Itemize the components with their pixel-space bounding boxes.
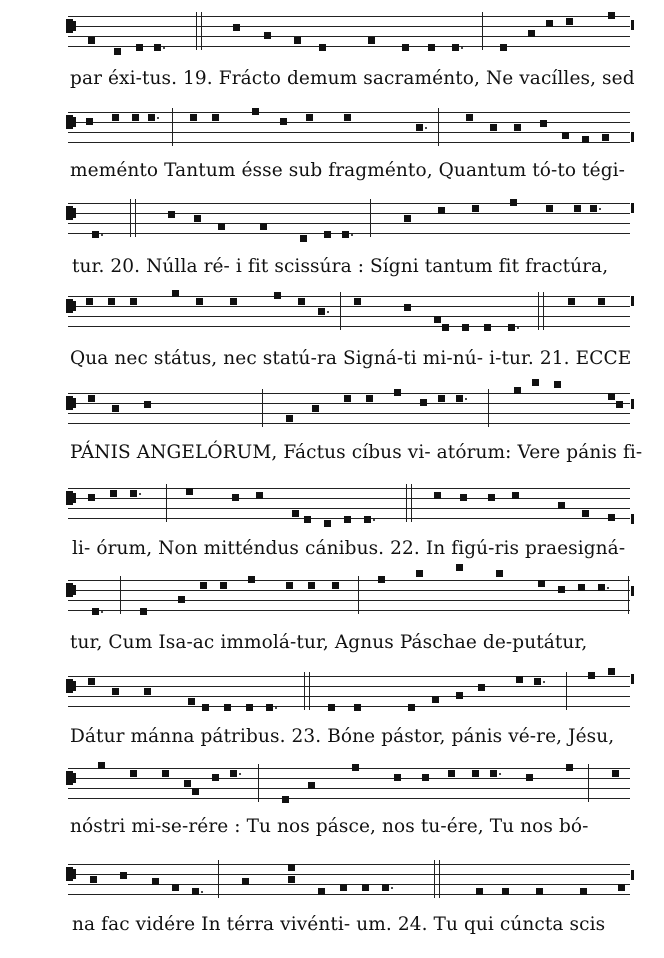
- neume: [200, 582, 207, 589]
- bar-line: [482, 12, 483, 50]
- neume: [402, 44, 409, 51]
- bar-line: [628, 576, 629, 614]
- neume: [260, 223, 267, 230]
- custos-icon: [631, 514, 634, 524]
- neume: [286, 415, 293, 422]
- neume: [233, 24, 240, 31]
- double-bar: [434, 860, 440, 898]
- neume: [242, 878, 249, 885]
- custos-icon: [631, 870, 634, 880]
- staff: [68, 393, 630, 433]
- neume: [342, 231, 349, 238]
- neume: [582, 136, 589, 143]
- neume: [168, 211, 175, 218]
- staff: [68, 768, 630, 808]
- neume: [308, 782, 315, 789]
- neume: [292, 510, 299, 517]
- neume: [416, 570, 423, 577]
- neume: [112, 114, 119, 121]
- neume: [144, 401, 151, 408]
- neume: [252, 108, 259, 115]
- neume: [212, 774, 219, 781]
- neume: [86, 298, 93, 305]
- neume: [112, 405, 119, 412]
- neume: [194, 215, 201, 222]
- neume: [588, 672, 595, 679]
- c-clef-icon: [66, 115, 73, 129]
- neume: [554, 381, 561, 388]
- neume: [456, 692, 463, 699]
- neume: [220, 582, 227, 589]
- neume: [286, 582, 293, 589]
- staff: [68, 676, 630, 716]
- neume: [612, 770, 619, 777]
- neume: [618, 884, 625, 891]
- staff: [68, 203, 630, 243]
- neume: [420, 399, 427, 406]
- neume: [608, 393, 615, 400]
- neume: [352, 764, 359, 771]
- neume: [366, 395, 373, 402]
- neume: [616, 401, 623, 408]
- bar-line: [340, 292, 341, 330]
- neume: [192, 788, 199, 795]
- bar-line: [218, 860, 219, 898]
- double-bar: [406, 484, 412, 522]
- bar-line: [166, 484, 167, 522]
- staff: [68, 864, 630, 904]
- bar-line: [438, 108, 439, 146]
- neume: [382, 884, 389, 891]
- neume: [188, 698, 195, 705]
- neume: [178, 596, 185, 603]
- neume: [598, 298, 605, 305]
- neume: [456, 564, 463, 571]
- neume: [186, 488, 193, 495]
- custos-icon: [631, 674, 634, 684]
- neume: [516, 676, 523, 683]
- neume: [144, 688, 151, 695]
- neume: [528, 30, 535, 37]
- neume: [264, 32, 271, 39]
- neume: [488, 494, 495, 501]
- neume: [332, 582, 339, 589]
- neume: [230, 298, 237, 305]
- neume: [306, 114, 313, 121]
- staff: [68, 112, 630, 152]
- neume: [448, 770, 455, 777]
- c-clef-icon: [66, 206, 73, 220]
- neume: [256, 492, 263, 499]
- neume: [288, 864, 295, 871]
- lyric-line-6: li- órum, Non mitténdus cánibus. 22. In figú-ris praesigná-: [72, 538, 626, 559]
- neume: [574, 205, 581, 212]
- neume: [88, 494, 95, 501]
- neume: [162, 770, 169, 777]
- neume: [514, 387, 521, 394]
- neume: [546, 20, 553, 27]
- custos-icon: [631, 399, 634, 409]
- neume: [114, 48, 121, 55]
- neume: [490, 124, 497, 131]
- neume: [472, 205, 479, 212]
- neume: [578, 584, 585, 591]
- neume: [428, 44, 435, 51]
- neume: [364, 516, 371, 523]
- neume: [490, 770, 497, 777]
- c-clef-icon: [66, 867, 73, 881]
- neume: [466, 114, 473, 121]
- neume: [152, 878, 159, 885]
- neume: [308, 582, 315, 589]
- neume: [434, 316, 441, 323]
- custos-icon: [631, 132, 634, 142]
- neume: [344, 395, 351, 402]
- neume: [590, 205, 597, 212]
- neume: [88, 678, 95, 685]
- double-bar: [538, 292, 544, 330]
- neume: [394, 389, 401, 396]
- neume: [538, 580, 545, 587]
- neume: [132, 114, 139, 121]
- c-clef-icon: [66, 583, 73, 597]
- neume: [462, 324, 469, 331]
- neume: [568, 298, 575, 305]
- neume: [212, 114, 219, 121]
- neume: [580, 888, 587, 895]
- c-clef-icon: [66, 771, 73, 785]
- bar-line: [358, 576, 359, 614]
- staff: [68, 16, 630, 56]
- neume: [608, 668, 615, 675]
- neume: [288, 876, 295, 883]
- c-clef-icon: [66, 299, 73, 313]
- neume: [224, 704, 231, 711]
- neume: [344, 114, 351, 121]
- neume: [154, 44, 161, 51]
- lyric-line-3: tur. 20. Núlla ré- i fit scissúra : Sígni tantum fit fractúra,: [72, 256, 609, 277]
- neume: [98, 762, 105, 769]
- neume: [300, 235, 307, 242]
- neume: [324, 231, 331, 238]
- neume: [328, 704, 335, 711]
- neume: [508, 324, 515, 331]
- neume: [92, 608, 99, 615]
- bar-line: [488, 389, 489, 427]
- staff: [68, 580, 630, 620]
- neume: [324, 520, 331, 527]
- neume: [368, 37, 375, 44]
- neume: [514, 124, 521, 131]
- neume: [598, 584, 605, 591]
- neume: [318, 888, 325, 895]
- neume: [120, 872, 127, 879]
- neume: [110, 490, 117, 497]
- neume: [246, 704, 253, 711]
- neume: [500, 44, 507, 51]
- neume: [172, 290, 179, 297]
- double-bar: [130, 199, 136, 237]
- bar-line: [258, 764, 259, 802]
- neume: [472, 770, 479, 777]
- neume: [92, 231, 99, 238]
- neume: [88, 395, 95, 402]
- neume: [540, 120, 547, 127]
- neume: [304, 516, 311, 523]
- neume: [192, 888, 199, 895]
- neume: [422, 774, 429, 781]
- neume: [266, 704, 273, 711]
- neume: [140, 608, 147, 615]
- neume: [136, 44, 143, 51]
- neume: [566, 18, 573, 25]
- bar-line: [120, 576, 121, 614]
- bar-line: [172, 108, 173, 146]
- neume: [184, 780, 191, 787]
- neume: [196, 298, 203, 305]
- c-clef-icon: [66, 679, 73, 693]
- c-clef-icon: [66, 396, 73, 410]
- neume: [202, 704, 209, 711]
- neume: [354, 298, 361, 305]
- neume: [394, 774, 401, 781]
- lyric-line-2: meménto Tantum ésse sub fragménto, Quantum tó-to tégi-: [70, 160, 626, 181]
- neume: [344, 516, 351, 523]
- neume: [502, 888, 509, 895]
- neume: [558, 586, 565, 593]
- neume: [408, 704, 415, 711]
- neume: [190, 114, 197, 121]
- neume: [546, 205, 553, 212]
- neume: [484, 324, 491, 331]
- neume: [438, 207, 445, 214]
- neume: [558, 502, 565, 509]
- neume: [362, 884, 369, 891]
- lyric-line-4: Qua nec státus, nec statú-ra Signá-ti mi-nú- i-tur. 21. ECCE: [70, 348, 632, 369]
- neume: [476, 888, 483, 895]
- neume: [130, 490, 137, 497]
- staff: [68, 296, 630, 336]
- neume: [232, 494, 239, 501]
- lyric-line-10: na fac vidére In térra vivénti- um. 24. Tu qui cúncta scis: [72, 914, 606, 935]
- neume: [130, 298, 137, 305]
- double-bar: [196, 12, 202, 50]
- bar-line: [262, 389, 263, 427]
- neume: [318, 308, 325, 315]
- neume: [536, 888, 543, 895]
- neume: [230, 770, 237, 777]
- custos-icon: [631, 296, 634, 306]
- neume: [218, 223, 225, 230]
- neume: [282, 796, 289, 803]
- bar-line: [566, 672, 567, 710]
- neume: [312, 405, 319, 412]
- neume: [90, 876, 97, 883]
- lyric-line-5: PÁNIS ANGELÓRUM, Fáctus cíbus vi- atórum: Vere pánis fi-: [70, 442, 643, 463]
- neume: [434, 492, 441, 499]
- neume: [404, 304, 411, 311]
- neume: [298, 298, 305, 305]
- lyric-line-1: par éxi-tus. 19. Frácto demum sacraménto, Ne vacílles, sed: [70, 68, 635, 89]
- bar-line: [370, 199, 371, 237]
- neume: [526, 774, 533, 781]
- neume: [88, 37, 95, 44]
- neume: [108, 298, 115, 305]
- neume: [456, 395, 463, 402]
- neume: [294, 37, 301, 44]
- neume: [248, 576, 255, 583]
- neume: [280, 118, 287, 125]
- neume: [404, 215, 411, 222]
- neume: [562, 132, 569, 139]
- neume: [319, 44, 326, 51]
- lyric-line-8: Dátur mánna pátribus. 23. Bóne pástor, pánis vé-re, Jésu,: [70, 726, 615, 747]
- neume: [442, 324, 449, 331]
- bar-line: [588, 764, 589, 802]
- neume: [432, 696, 439, 703]
- double-bar: [304, 672, 310, 710]
- neume: [478, 684, 485, 691]
- neume: [172, 884, 179, 891]
- neume: [452, 44, 459, 51]
- neume: [86, 118, 93, 125]
- neume: [512, 492, 519, 499]
- neume: [582, 510, 589, 517]
- neume: [354, 704, 361, 711]
- custos-icon: [631, 20, 634, 30]
- neume: [608, 12, 615, 19]
- neume: [534, 678, 541, 685]
- neume: [112, 688, 119, 695]
- neume: [496, 570, 503, 577]
- c-clef-icon: [66, 19, 73, 33]
- staff: [68, 488, 630, 528]
- neume: [378, 576, 385, 583]
- neume: [148, 114, 155, 121]
- neume: [602, 134, 609, 141]
- c-clef-icon: [66, 491, 73, 505]
- neume: [532, 379, 539, 386]
- neume: [340, 884, 347, 891]
- neume: [566, 764, 573, 771]
- lyric-line-7: tur, Cum Isa-ac immolá-tur, Agnus Páschae de-putátur,: [70, 632, 588, 653]
- neume: [274, 292, 281, 299]
- neume: [510, 199, 517, 206]
- neume: [130, 770, 137, 777]
- custos-icon: [631, 586, 634, 596]
- neume: [438, 395, 445, 402]
- neume: [608, 514, 615, 521]
- lyric-line-9: nóstri mi-se-rére : Tu nos pásce, nos tu-ére, Tu nos bó-: [70, 816, 589, 837]
- custos-icon: [631, 203, 634, 213]
- neume: [460, 494, 467, 501]
- neume: [416, 124, 423, 131]
